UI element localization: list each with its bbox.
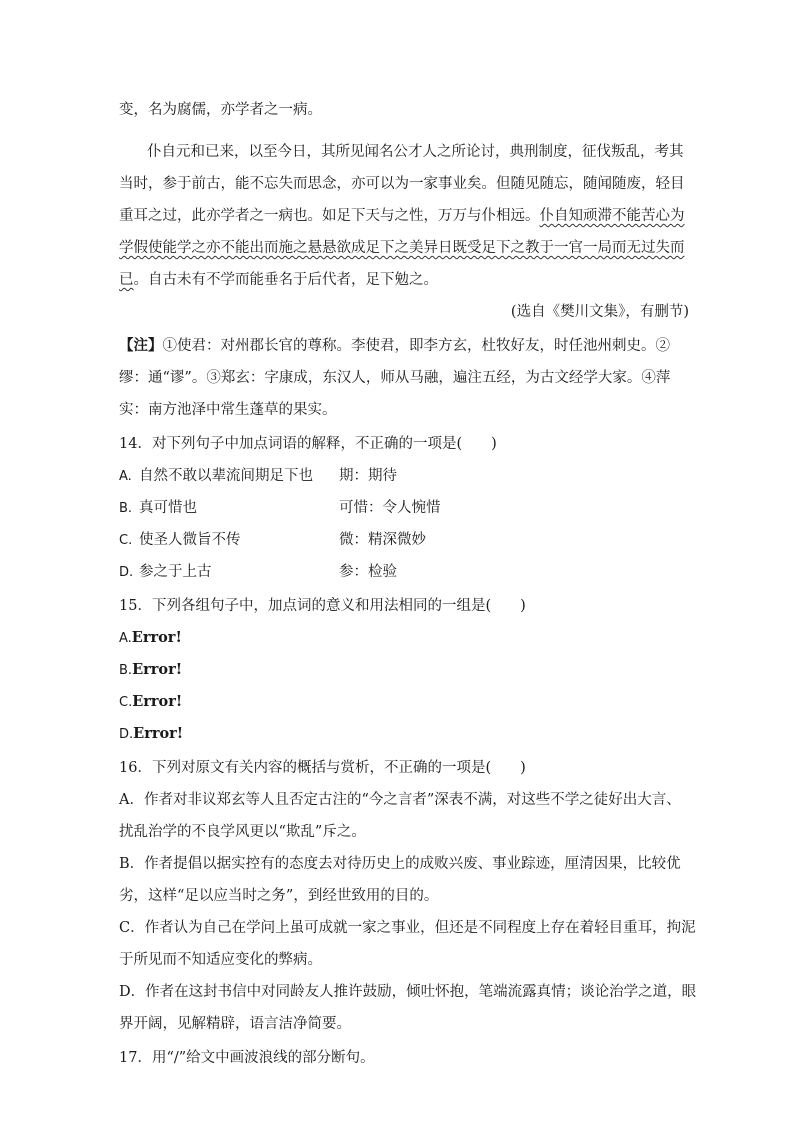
option-label: B. — [119, 501, 133, 516]
option-text: 使圣人微旨不传 — [139, 532, 241, 548]
wavy-underlined-text: 仆自知顽滞不能苦心为 — [539, 208, 685, 224]
option-gloss: 微：精深微妙 — [339, 532, 426, 548]
passage-text: 重耳之过，此亦学者之一病也。如足下天与之性，万万与仆相远。 — [119, 208, 540, 224]
option-label: A. — [119, 631, 132, 646]
option-error-text: Error! — [131, 629, 182, 646]
passage-line — [119, 238, 685, 258]
passage-line: 变，名为腐儒，亦学者之一病。 — [119, 102, 322, 118]
question-14-stem: 14．对下列句子中加点词语的解释，不正确的一项是( ) — [119, 436, 497, 452]
wavy-underlined-text: 已 — [119, 272, 134, 288]
option-error-text: Error! — [132, 693, 183, 710]
q15-option-b — [119, 660, 679, 681]
passage-text: 。自古未有不学而能垂名于后代者，足下勉之。 — [133, 272, 438, 288]
option-gloss: 期：期待 — [339, 468, 397, 484]
q14-option-a — [119, 466, 679, 487]
q14-option-b — [119, 498, 679, 519]
passage-line: 仆自元和已来，以至今日，其所见闻名公才人之所论讨，典刑制度，征伐叛乱，考其 — [147, 144, 684, 160]
q16-option-c: C．作者认为自己在学问上虽可成就一家之事业，但还是不同程度上存在着轻目重耳，拘泥 — [119, 920, 696, 936]
question-15-stem: 15．下列各组句子中，加点词的意义和用法相同的一组是( ) — [119, 598, 526, 614]
note-line: 缪：通“谬”。③郑玄：字康成，东汉人，师从马融，遍注五经，为古文经学大家。④萍 — [119, 370, 671, 386]
note-tag: 【注】 — [119, 337, 163, 354]
q16-option-d: D．作者在这封书信中对同龄友人推许鼓励，倾吐怀抱，笔端流露真情；谈论治学之道，眼 — [119, 984, 697, 1000]
option-label: A. — [119, 469, 132, 484]
q15-option-c — [119, 692, 679, 713]
option-text: 自然不敢以辈流间期足下也 — [139, 468, 313, 484]
option-gloss: 参：检验 — [339, 564, 397, 580]
option-text: 真可惜也 — [139, 500, 197, 516]
option-label: B. — [119, 663, 133, 678]
option-label: D. — [119, 565, 134, 580]
option-gloss: 可惜：令人惋惜 — [339, 500, 441, 516]
q16-option-b-cont: 劣，这样“足以应当时之务”，到经世致用的目的。 — [119, 888, 439, 904]
passage-line — [119, 206, 685, 226]
passage-line — [119, 270, 679, 290]
q16-option-c-cont: 于所见而不知适应变化的弊病。 — [119, 952, 322, 968]
q16-option-d-cont: 界开阔，见解精辟，语言洁净简要。 — [119, 1016, 351, 1032]
option-error-text: Error! — [132, 661, 183, 678]
option-label: C. — [119, 695, 133, 710]
q16-option-a-cont: 扰乱治学的不良学风更以“欺乱”斥之。 — [119, 824, 366, 840]
note-text: ①使君：对州郡长官的尊称。李使君，即李方玄，杜牧好友，时任池州刺史。② — [162, 338, 670, 354]
question-17-stem: 17．用“/”给文中画波浪线的部分断句。 — [119, 1050, 375, 1066]
q15-option-d — [119, 724, 679, 745]
wavy-underlined-text: 学假使能学之亦不能出而施之悬悬欲成足下之美异日既受足下之教于一官一局而无过失而 — [119, 240, 685, 256]
q14-option-d — [119, 562, 679, 583]
passage-line: 当时，参于前古，能不忘失而思念，亦可以为一家事业矣。但随见随忘，随闻随废，轻目 — [119, 176, 685, 192]
note-line — [119, 336, 679, 356]
option-error-text: Error! — [133, 725, 184, 742]
q16-option-a: A．作者对非议郑玄等人且否定古注的“今之言者”深表不满，对这些不学之徒好出大言、 — [119, 792, 681, 808]
question-16-stem: 16．下列对原文有关内容的概括与赏析，不正确的一项是( ) — [119, 760, 526, 776]
option-label: C. — [119, 533, 133, 548]
option-text: 参之于上古 — [139, 564, 212, 580]
q15-option-a — [119, 628, 679, 649]
q16-option-b: B．作者提倡以据实控有的态度去对待历史上的成败兴废、事业踪迹，厘清因果，比较优 — [119, 856, 681, 872]
note-line: 实：南方池泽中常生蓬草的果实。 — [119, 402, 337, 418]
source-citation: (选自《樊川文集》，有删节) — [510, 304, 689, 320]
q14-option-c — [119, 530, 679, 551]
option-label: D. — [119, 727, 134, 742]
